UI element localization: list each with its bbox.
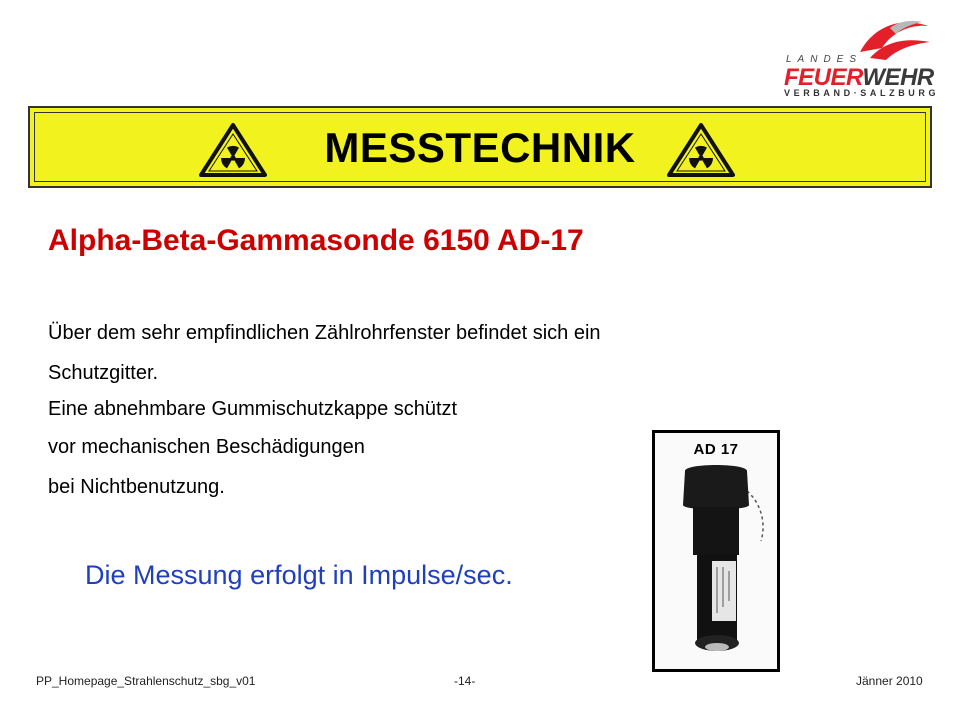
title-banner: [28, 106, 932, 188]
feuerwehr-logo: [778, 18, 938, 102]
body-line: Eine abnehmbare Gummischutzkappe schützt: [48, 398, 458, 420]
body-line: vor mechanischen Beschädigungen: [48, 436, 365, 458]
footer-filename: PP_Homepage_Strahlenschutz_sbg_v01: [36, 674, 256, 688]
measurement-note: Die Messung erfolgt in Impulse/sec.: [85, 560, 513, 590]
slide-heading: Alpha-Beta-Gammasonde 6150 AD-17: [48, 224, 584, 257]
logo-feuer: FEUER: [784, 64, 863, 91]
body-line: bei Nichtbenutzung.: [48, 476, 225, 498]
logo-line-landes: LANDES: [786, 54, 863, 65]
body-line: Über dem sehr empfindlichen Zählrohrfenster befindet sich ein: [48, 322, 601, 344]
footer-date: Jänner 2010: [856, 674, 923, 688]
photo-label: AD 17: [693, 441, 739, 458]
probe-photo: [652, 430, 780, 672]
footer-page-number: -14-: [454, 674, 476, 688]
logo-line-verband: VERBAND·SALZBURG: [784, 88, 940, 98]
radiation-hazard-icon: [666, 122, 736, 178]
probe-illustration: [655, 461, 777, 669]
logo-wehr: WEHR: [862, 64, 934, 91]
body-line: Schutzgitter.: [48, 362, 159, 384]
feuerwehr-emblem-icon: [856, 18, 932, 62]
banner-title: MESSTECHNIK: [324, 124, 636, 171]
